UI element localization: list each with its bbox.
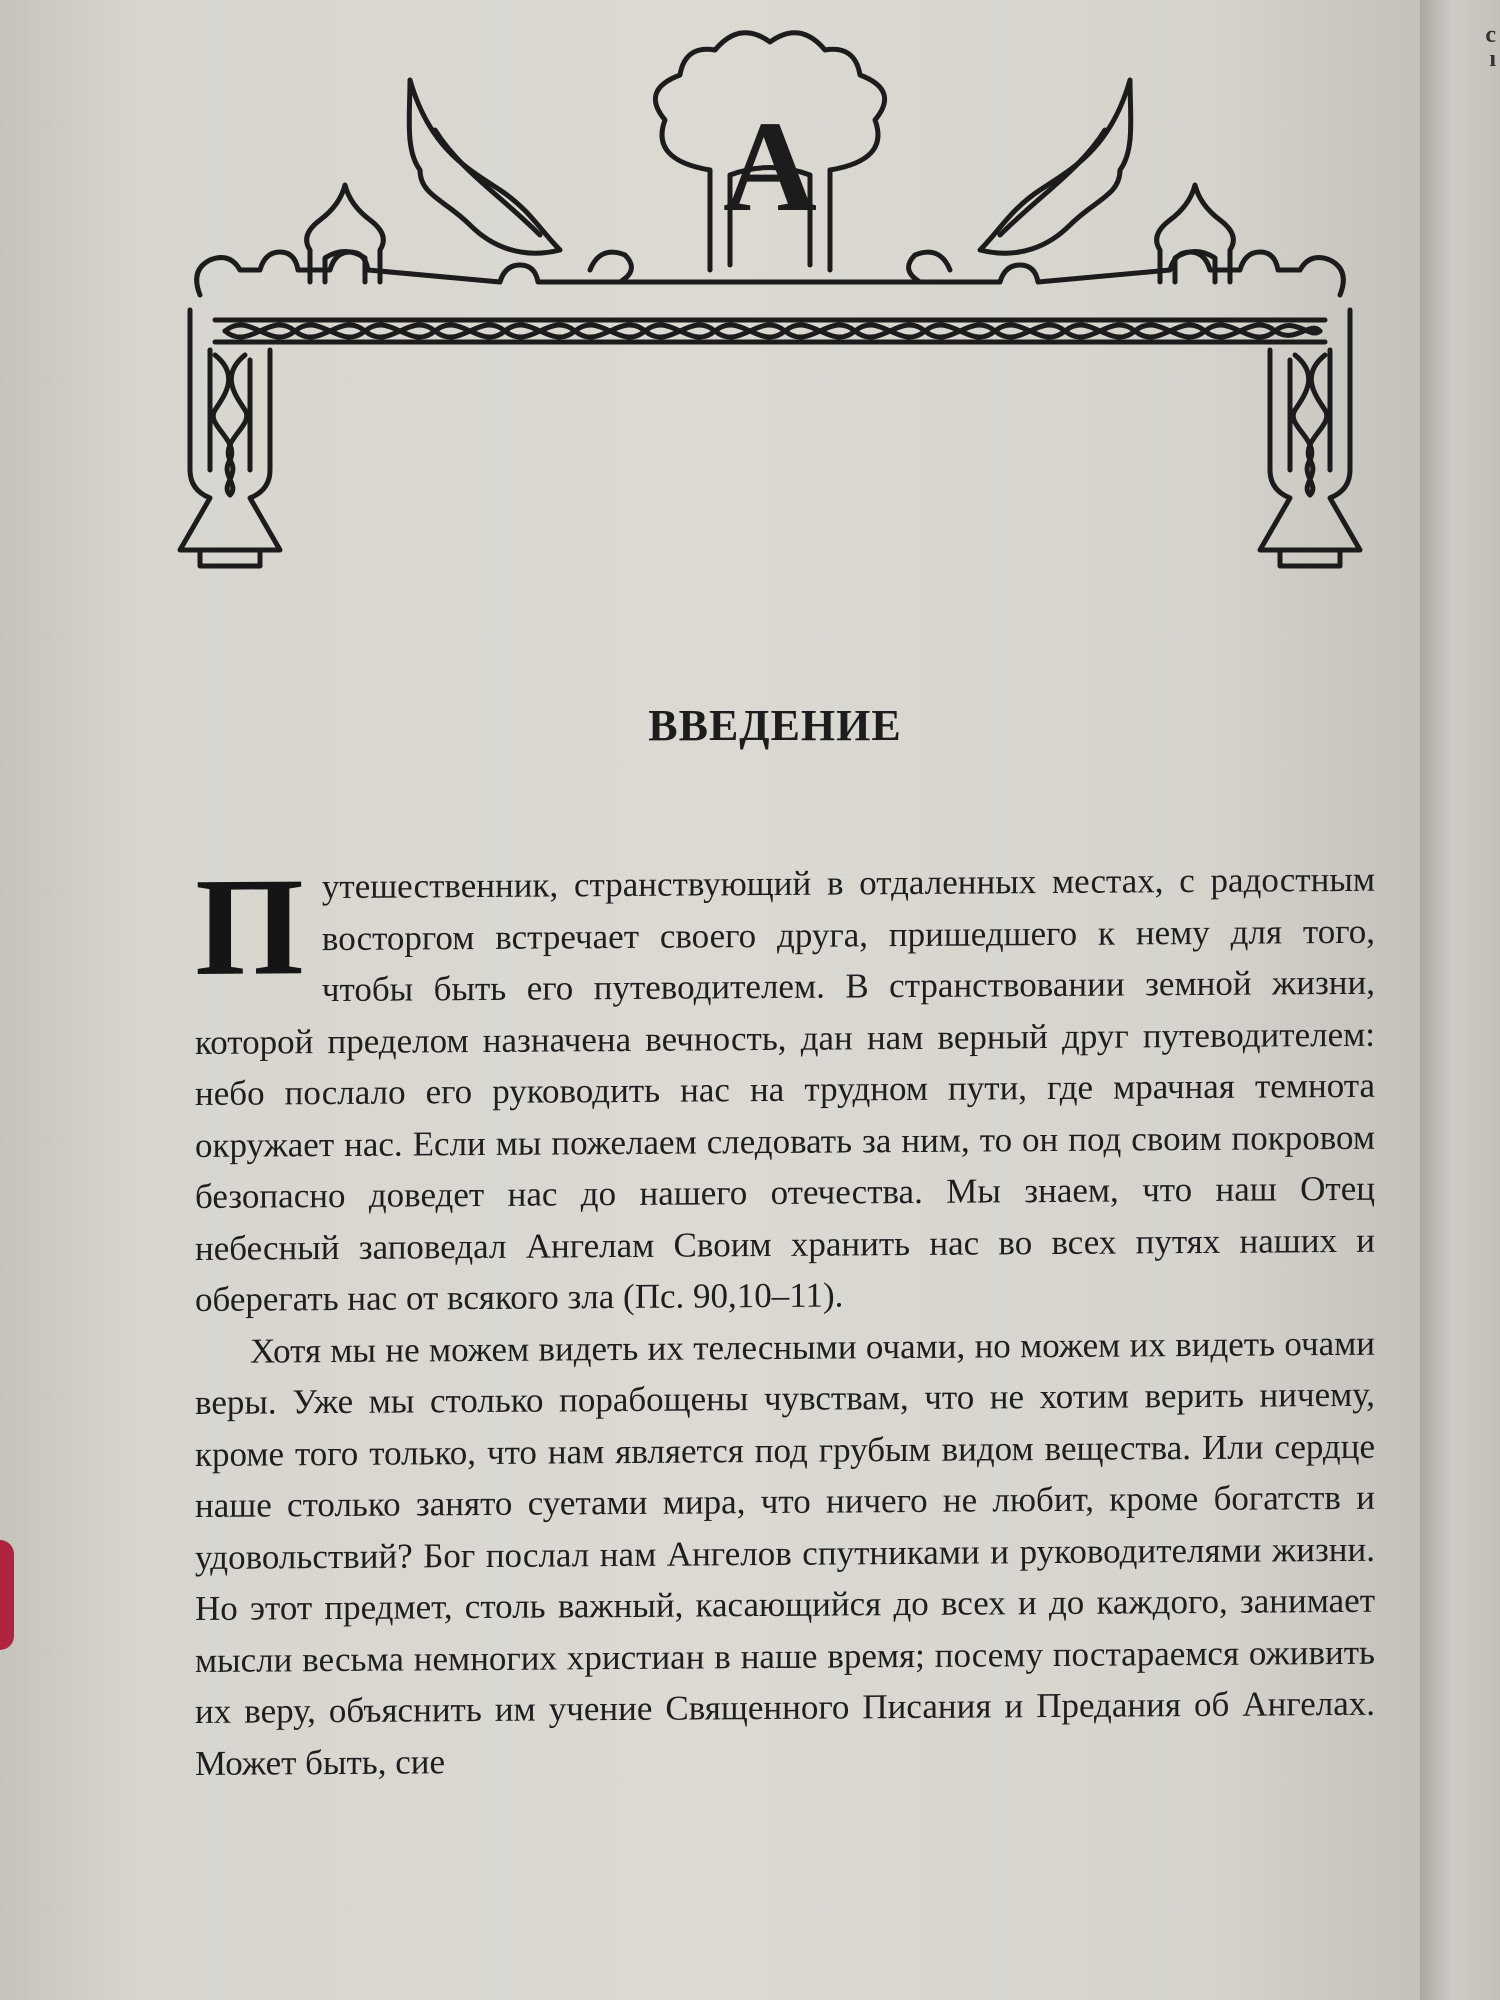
adjacent-page-edge bbox=[1420, 0, 1500, 2000]
bookmark-edge bbox=[0, 1540, 14, 1650]
adjacent-page-char-2: ı bbox=[1489, 46, 1496, 72]
paragraph-1 bbox=[195, 849, 1375, 1326]
paragraph-2: Хотя мы не можем видеть их телесными очами, но можем их видеть очами веры. Уже мы столько порабощены чувствам, что не хотим верить ничему, кроме того только, что нам является под грубым видом вещества. Или сердце наше столько занято суетами мира, что ничего не любит, кроме богатств и удовольствий? Бог послал нам Ангелов спутниками и руководителями жизни. Но этот предмет, столь важный, касающийся до всех и до каждого, занимает мысли весьма немногих христиан в наше время; посему постараемся оживить их веру, объяснить им учение Священного Писания и Предания об Ангелах. Может быть, сие bbox=[195, 1323, 1375, 1783]
paragraph-1-text: утешественник, странствующий в отдаленных местах, с радостным восторгом встречает своего друга, пришедшего к нему для того, чтобы быть его путеводителем. В странствовании земной жизни, которой пределом назначена вечность, дан нам верный друг путеводителем: небо послало его руководить нас на трудном пути, где мрачная темнота окружает нас. Если мы пожелаем следовать за ним, то он под своим покровом безопасно доведет нас до нашего отечества. Мы знаем, что наш Отец небесный заповедал Ангелам Своим хранить нас во всех путях наших и оберегать нас от всякого зла (Пс. 90,10–11). bbox=[195, 859, 1375, 1319]
ornament-letter: А bbox=[723, 95, 817, 239]
body-text bbox=[195, 849, 1375, 1789]
chapter-heading: ВВЕДЕНИЕ bbox=[648, 701, 902, 750]
drop-cap: П bbox=[195, 849, 304, 1005]
adjacent-page-char: с bbox=[1485, 22, 1496, 48]
ornamental-headpiece bbox=[170, 20, 1370, 580]
